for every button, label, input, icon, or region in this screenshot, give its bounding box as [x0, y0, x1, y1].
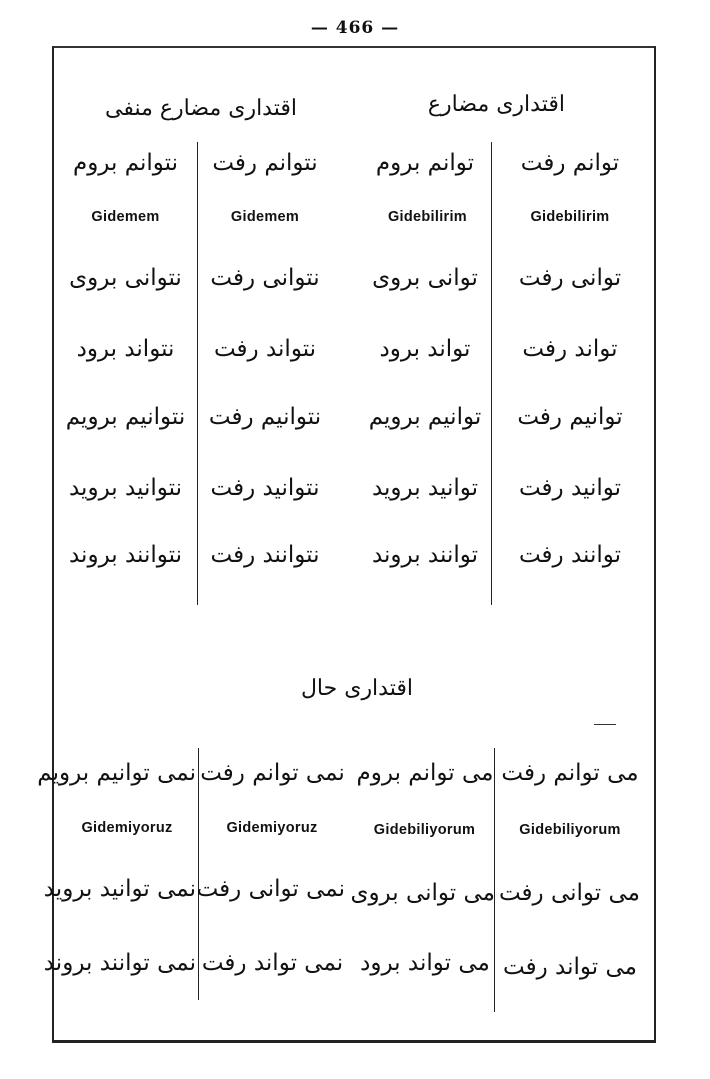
conjugation-cell: نمی توانیم برویم [37, 760, 196, 786]
conjugation-cell: توانم رفت [520, 150, 620, 176]
conjugation-cell: می تواند رفت [503, 954, 637, 980]
conjugation-cell: نتوانم بروم [72, 150, 179, 176]
page-number: — 466 — [310, 18, 400, 38]
section2-heading: اقتداری حال [300, 676, 413, 701]
conjugation-cell: نتواند رفت [213, 336, 317, 362]
column-divider [197, 142, 198, 605]
conjugation-cell: نتوانید رفت [210, 475, 320, 501]
conjugation-cell: توانیم رفت [517, 404, 623, 430]
translation-label: Gidebilirim [387, 209, 468, 225]
translation-label: Gidemem [230, 209, 300, 225]
stray-mark [594, 724, 616, 725]
translation-label: Gidemem [91, 209, 160, 225]
conjugation-cell: توانی بروی [372, 265, 478, 291]
conjugation-cell: نمی توانید بروید [43, 876, 196, 902]
conjugation-cell: توانید رفت [518, 475, 622, 501]
section1-heading-right: اقتداری مضارع [427, 92, 565, 117]
translation-label: Gidebiliyorum [519, 822, 621, 838]
conjugation-cell: نمی تواند رفت [201, 950, 344, 976]
translation-label: Gidebilirim [530, 209, 610, 225]
conjugation-cell: می توانم بروم [356, 760, 494, 786]
conjugation-cell: توانند بروند [371, 542, 479, 568]
column-divider [198, 748, 199, 1000]
conjugation-cell: توانند رفت [518, 542, 622, 568]
section1-heading-left: اقتداری مضارع منفی [105, 96, 297, 121]
conjugation-cell: نتواند برود [76, 336, 175, 362]
conjugation-cell: توانی رفت [518, 265, 622, 291]
conjugation-cell: نتوانیم رفت [208, 404, 322, 430]
conjugation-cell: نتوانی بروی [69, 265, 182, 291]
conjugation-cell: توانم بروم [375, 150, 475, 176]
conjugation-cell: می توانم رفت [501, 760, 639, 786]
conjugation-cell: توانید بروید [371, 475, 479, 501]
conjugation-cell: نمی توانی رفت [196, 876, 345, 902]
conjugation-cell: نتوانیم برویم [65, 404, 186, 430]
conjugation-cell: نتوانند رفت [210, 542, 320, 568]
conjugation-cell: نمی توانم رفت [200, 760, 345, 786]
conjugation-cell: می توانی بروی [350, 880, 495, 906]
conjugation-cell: می توانی رفت [498, 880, 640, 906]
conjugation-cell: توانیم برویم [368, 404, 482, 430]
conjugation-cell: نمی توانند بروند [43, 950, 196, 976]
translation-label: Gidebiliyorum [373, 822, 476, 838]
conjugation-cell: تواند رفت [522, 336, 618, 362]
conjugation-cell: نتوانی رفت [210, 265, 320, 291]
conjugation-cell: تواند برود [379, 336, 471, 362]
conjugation-cell: نتوانم رفت [212, 150, 318, 176]
translation-label: Gidemiyoruz [81, 820, 173, 836]
translation-label: Gidemiyoruz [226, 820, 318, 836]
conjugation-cell: می تواند برود [360, 950, 490, 976]
conjugation-cell: نتوانید بروید [68, 475, 182, 501]
conjugation-cell: نتوانند بروند [68, 542, 182, 568]
